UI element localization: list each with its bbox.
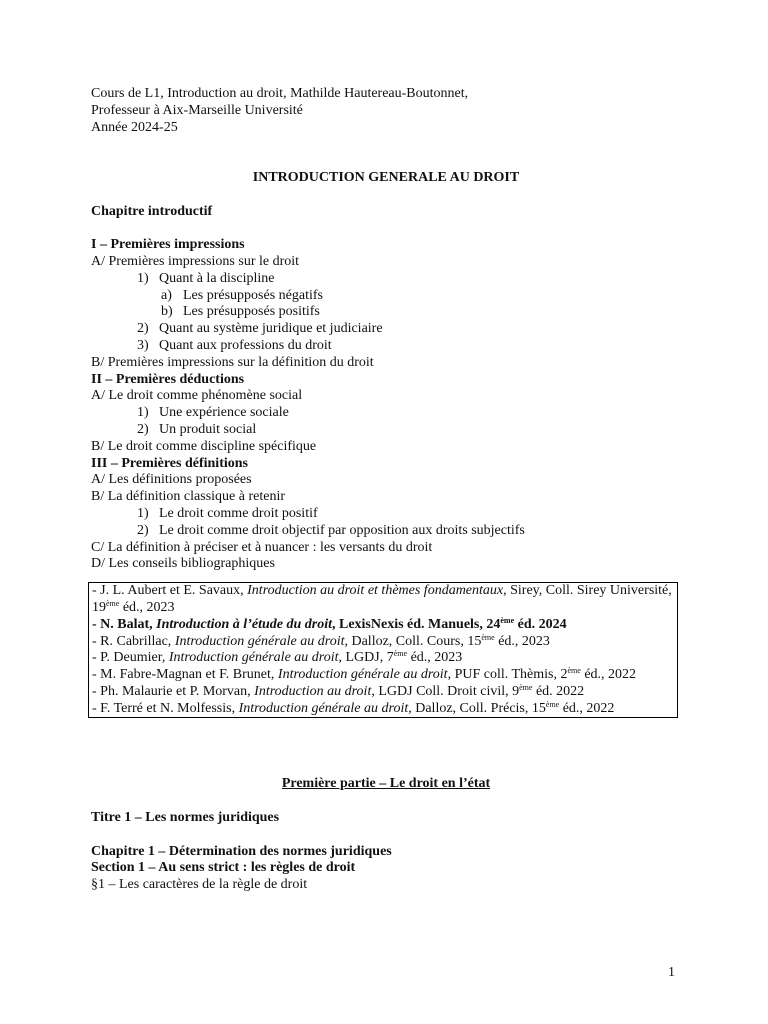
outline-subsubitem: b) Les présupposés positifs — [161, 304, 320, 320]
bibliography-post: , LexisNexis éd. Manuels, 24 — [331, 616, 501, 632]
bibliography-entry — [92, 634, 677, 651]
document-page — [91, 86, 681, 894]
outline-section-3: III – Premières définitions — [91, 455, 248, 471]
outline-subitem: 2) Un produit social — [137, 421, 257, 437]
bibliography-pre: - Ph. Malaurie et P. Morvan, — [92, 683, 255, 699]
bibliography-pre: - N. Balat, — [92, 616, 157, 632]
outline-subitem: 1) Une expérience sociale — [137, 405, 289, 421]
bibliography-entry — [92, 583, 677, 617]
bibliography-post: , Sirey, Coll. Sirey Université, 19 — [92, 583, 672, 615]
bibliography-entry — [92, 684, 677, 701]
bibliography-title: Introduction générale au droit — [174, 633, 345, 649]
outline-item: A/ Le droit comme phénomène social — [91, 388, 303, 404]
bibliography-sup: ème — [567, 666, 581, 676]
bibliography-pre: - M. Fabre-Magnan et F. Brunet, — [92, 667, 278, 683]
bibliography-entry — [92, 701, 677, 718]
bibliography-post: , LGDJ, 7 — [338, 650, 394, 666]
bibliography-sup: ème — [106, 598, 120, 608]
bibliography-end: éd., 2023 — [494, 633, 550, 649]
outline-section-1: I – Premières impressions — [91, 237, 245, 253]
course-header-line-2: Professeur à Aix-Marseille Université — [91, 102, 303, 118]
bibliography-sup: ème — [393, 649, 408, 659]
outline-subitem: 2) Le droit comme droit objectif par opposition aux droits subjectifs — [137, 522, 525, 538]
bibliography-post: , PUF coll. Thèmis, 2 — [447, 667, 568, 683]
outline-item: A/ Premières impressions sur le droit — [91, 253, 300, 269]
bibliography-pre: - J. L. Aubert et E. Savaux, — [92, 583, 248, 599]
bibliography-title: Introduction au droit — [254, 683, 372, 699]
bibliography-entry — [92, 650, 677, 667]
bibliography-title: Introduction générale au droit — [277, 667, 448, 683]
bibliography-pre: - R. Cabrillac, — [92, 633, 175, 649]
bibliography-post: , LGDJ Coll. Droit civil, 9 — [371, 683, 520, 699]
outline-item: B/ Premières impressions sur la définition du droit — [91, 354, 374, 370]
outline-item: B/ Le droit comme discipline spécifique — [91, 438, 317, 454]
chapter-heading: Chapitre introductif — [91, 203, 213, 219]
bibliography-sup: ème — [500, 615, 515, 625]
bibliography-title: Introduction à l’étude du droit — [156, 616, 332, 632]
bibliography-title: Introduction générale au droit, — [238, 700, 412, 716]
page-number: 1 — [668, 965, 675, 980]
outline-subitem: 1) Quant à la discipline — [137, 270, 275, 286]
bibliography-end: éd., 2022 — [580, 667, 637, 683]
part-title: Première partie – Le droit en l’état — [281, 776, 491, 792]
bibliography-post: , Dalloz, Coll. Cours, 15 — [344, 633, 482, 649]
course-header-line-3: Année 2024-25 — [91, 119, 178, 135]
bibliography-pre: - P. Deumier, — [92, 650, 169, 666]
course-header-line-1: Cours de L1, Introduction au droit, Mathilde Hautereau-Boutonnet, — [91, 86, 469, 101]
paragraph-heading: §1 – Les caractères de la règle de droit — [91, 877, 308, 893]
bibliography-box — [88, 582, 678, 718]
bibliography-title: Introduction générale au droit — [168, 650, 339, 666]
outline-subsubitem: a) Les présupposés négatifs — [161, 287, 323, 303]
bibliography-sup: ème — [519, 682, 533, 692]
bibliography-end: éd., 2022 — [559, 700, 615, 716]
chapter-1-heading: Chapitre 1 – Détermination des normes juridiques — [91, 843, 392, 859]
bibliography-sup: ème — [481, 632, 495, 642]
outline-section-2: II – Premières déductions — [91, 371, 245, 387]
section-1-heading: Section 1 – Au sens strict : les règles de droit — [91, 860, 356, 876]
bibliography-pre: - F. Terré et N. Molfessis, — [92, 700, 239, 716]
bibliography-end: éd., 2023 — [119, 599, 175, 615]
titre-heading: Titre 1 – Les normes juridiques — [91, 810, 280, 826]
outline-subitem: 3) Quant aux professions du droit — [137, 337, 332, 353]
outline-subitem: 1) Le droit comme droit positif — [137, 505, 318, 521]
outline-item: A/ Les définitions proposées — [91, 472, 252, 488]
bibliography-end: éd. 2024 — [514, 616, 567, 632]
bibliography-entry — [92, 617, 677, 634]
bibliography-title: Introduction au droit et thèmes fondamentaux — [247, 583, 504, 599]
outline-item: D/ Les conseils bibliographiques — [91, 556, 275, 572]
bibliography-entry — [92, 667, 677, 684]
outline-item: B/ La définition classique à retenir — [91, 489, 285, 505]
outline-item: C/ La définition à préciser et à nuancer : les versants du droit — [91, 539, 433, 555]
bibliography-end: éd., 2023 — [407, 650, 463, 666]
bibliography-sup: ème — [545, 699, 560, 709]
bibliography-post: Dalloz, Coll. Précis, 15 — [411, 700, 546, 716]
document-title: INTRODUCTION GENERALE AU DROIT — [252, 169, 520, 185]
bibliography-end: éd. 2022 — [532, 683, 585, 699]
outline-subitem: 2) Quant au système juridique et judiciaire — [137, 321, 383, 337]
